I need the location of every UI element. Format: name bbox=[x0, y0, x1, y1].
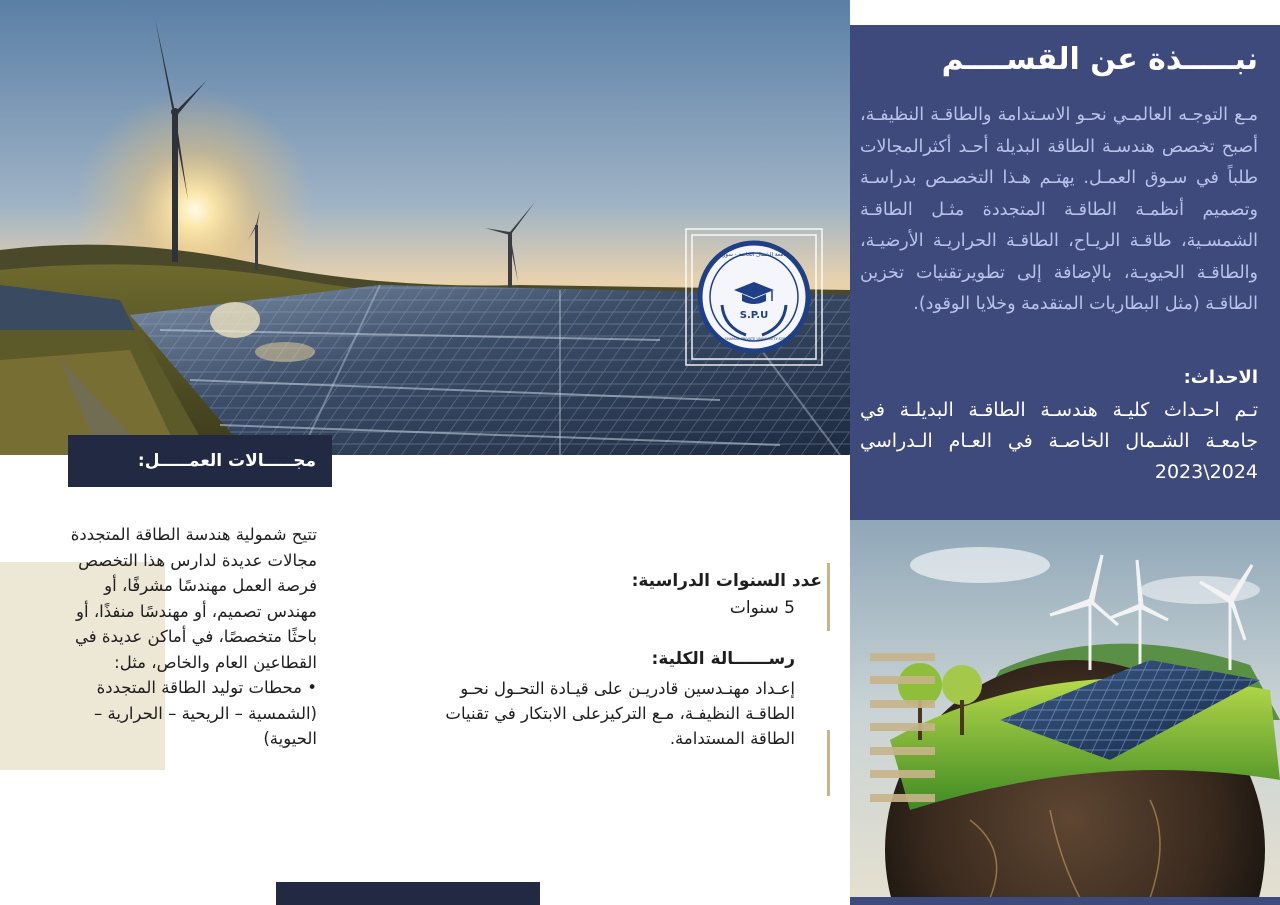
university-logo bbox=[684, 227, 824, 367]
logo-bottom-text: AL-SHAMAL PRIVATE UNIVERSITY-SYRIA bbox=[718, 337, 790, 341]
fields-paragraph: تتيح شمولية هندسة الطاقة المتجددة مجالات عديدة لدارس هذا التخصص فرصة العمل مهندسًا مشرفًا، أو مهندس تصميم، أو مهندسًا منفذًا، أو باحثًا متخصصًا، في أماكن عديدة في القطاعين العام والخاص، مثل: bbox=[70, 525, 317, 672]
events-title: الاحداث: bbox=[1183, 367, 1258, 388]
fields-title: مجـــــالات العمـــــل: bbox=[137, 451, 316, 471]
logo-arc-text: جامعة الشمال الخاصة - سوريا bbox=[719, 252, 789, 258]
top-strip bbox=[850, 0, 1280, 25]
fields-text bbox=[55, 522, 317, 752]
events-text: تـم احـداث كليـة هندسـة الطاقـة البديلـة في جامعـة الشـمال الخاصـة في العـام الـدراسي 2024\2023 bbox=[860, 399, 1258, 483]
years-value: 5 سنوات bbox=[729, 598, 795, 618]
about-title: نبـــــذة عن القســــم bbox=[941, 42, 1258, 77]
bottom-dark-bar bbox=[276, 882, 540, 905]
mission-title: رســــــالة الكلية: bbox=[651, 649, 795, 669]
logo-abbreviation: S.P.U bbox=[739, 310, 769, 321]
renewable-globe-image bbox=[850, 520, 1280, 898]
fields-bullet: • محطات توليد الطاقة المتجددة (الشمسية – الريحية – الحرارية – الحيوية) bbox=[94, 678, 317, 748]
about-text: مـع التوجـه العالمـي نحـو الاسـتدامة والطاقـة النظيفـة، أصبح تخصص هندسـة الطاقة البديلة أحـد أكثرالمجالات طلباً في سـوق العمـل. يهتـم هـذا التخصـص بدراسـة وتصميم أنظمـة الطاقـة المتجددة مثـل الطاقـة الشمسـية، طاقـة الريـاح، الطاقـة الحراريـة الأرضيـة، والطاقـة الحيويـة، بالإضافة إلى تطويرتقنيات تخزين الطاقـة (مثل البطاريات المتقدمة وخلايا الوقود). bbox=[860, 105, 1258, 314]
gold-divider bbox=[827, 563, 830, 631]
years-title: عدد السنوات الدراسية: bbox=[631, 571, 822, 591]
mission-text: إعـداد مهنـدسين قادريـن على قيـادة التحـول نحـو الطاقـة النظيفـة، مـع التركيزعلى الابتكار في تقنيات الطاقة المستدامة. bbox=[445, 679, 795, 748]
bottom-strip bbox=[850, 897, 1280, 905]
gold-divider bbox=[827, 730, 830, 796]
